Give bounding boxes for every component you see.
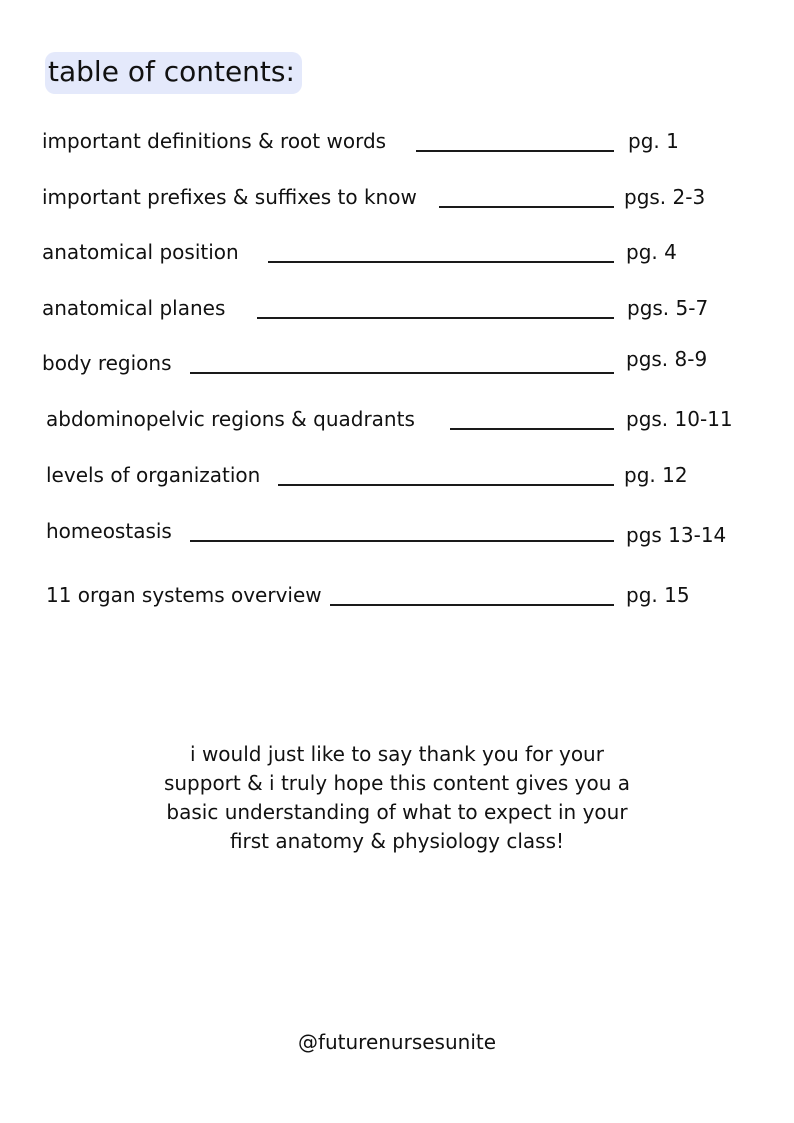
toc-entry-prefixes [0, 184, 794, 214]
toc-entry-page: pgs. 8-9 [626, 347, 708, 371]
toc-entry-label: important prefixes & suffixes to know [42, 185, 417, 209]
toc-entry-page: pgs. 5-7 [627, 296, 709, 320]
toc-entry-page: pg. 12 [624, 463, 688, 487]
toc-leader-line [416, 150, 614, 152]
toc-entry-label: abdominopelvic regions & quadrants [46, 407, 415, 431]
toc-leader-line [439, 206, 614, 208]
toc-leader-line [330, 604, 614, 606]
toc-entry-abdominopelvic [0, 406, 794, 436]
toc-entry-organization [0, 462, 794, 492]
page-title: table of contents: [45, 52, 302, 94]
toc-entry-organ-systems [0, 582, 794, 612]
toc-entry-definitions [0, 128, 794, 158]
toc-entry-label: 11 organ systems overview [46, 583, 322, 607]
toc-entry-label: anatomical planes [42, 296, 226, 320]
toc-leader-line [268, 261, 614, 263]
toc-entry-homeostasis [0, 518, 794, 548]
toc-entry-label: important definitions & root words [42, 129, 387, 153]
toc-entry-page: pg. 1 [628, 129, 679, 153]
toc-entry-page: pgs. 10-11 [626, 407, 733, 431]
toc-entry-body-regions [0, 347, 794, 380]
toc-leader-line [257, 317, 614, 319]
toc-entry-planes [0, 295, 794, 325]
toc-entry-label: levels of organization [46, 463, 261, 487]
toc-entry-page: pg. 15 [626, 583, 690, 607]
toc-leader-line [190, 372, 614, 374]
toc-entry-label: homeostasis [46, 519, 172, 543]
toc-entry-label: anatomical position [42, 240, 239, 264]
toc-leader-line [450, 428, 614, 430]
toc-leader-line [278, 484, 614, 486]
toc-entry-position [0, 239, 794, 269]
thank-you-message: i would just like to say thank you for your support & i truly hope this content gives you a basic understanding of what to expect in your first anatomy & physiology class! [163, 742, 631, 853]
toc-entry-label: body regions [42, 351, 172, 375]
toc-entry-page: pgs. 2-3 [624, 185, 706, 209]
toc-entry-page: pgs 13-14 [626, 523, 727, 547]
toc-leader-line [190, 540, 614, 542]
toc-entry-page: pg. 4 [626, 240, 677, 264]
social-handle: @futurenursesunite [297, 1030, 497, 1054]
